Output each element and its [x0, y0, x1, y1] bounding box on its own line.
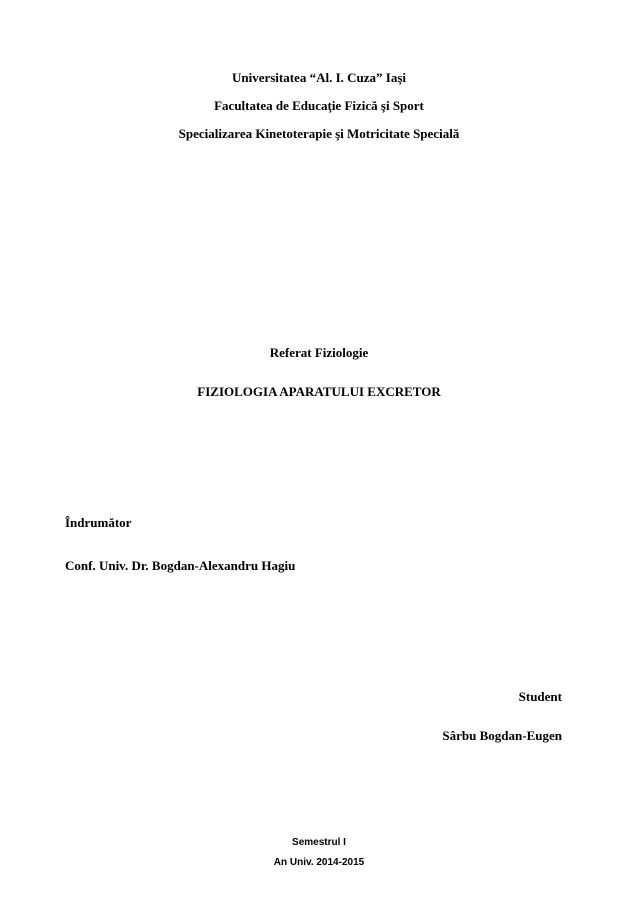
document-subtitle: Referat Fiziologie: [269, 345, 369, 360]
specialization-name: Specializarea Kinetoterapie şi Motricitate Specială: [178, 126, 460, 141]
semester-label: Semestrul I: [292, 837, 346, 848]
faculty-name: Facultatea de Educaţie Fizică şi Sport: [214, 98, 424, 113]
university-name: Universitatea “Al. I. Cuza” Iaşi: [231, 70, 407, 85]
supervisor-label: Îndrumător: [65, 515, 132, 530]
student-label: Student: [518, 689, 562, 704]
student-name: Sârbu Bogdan-Eugen: [442, 728, 562, 743]
document-title: FIZIOLOGIA APARATULUI EXCRETOR: [197, 384, 441, 399]
supervisor-name: Conf. Univ. Dr. Bogdan-Alexandru Hagiu: [65, 558, 296, 573]
academic-year-label: An Univ. 2014-2015: [273, 857, 365, 868]
